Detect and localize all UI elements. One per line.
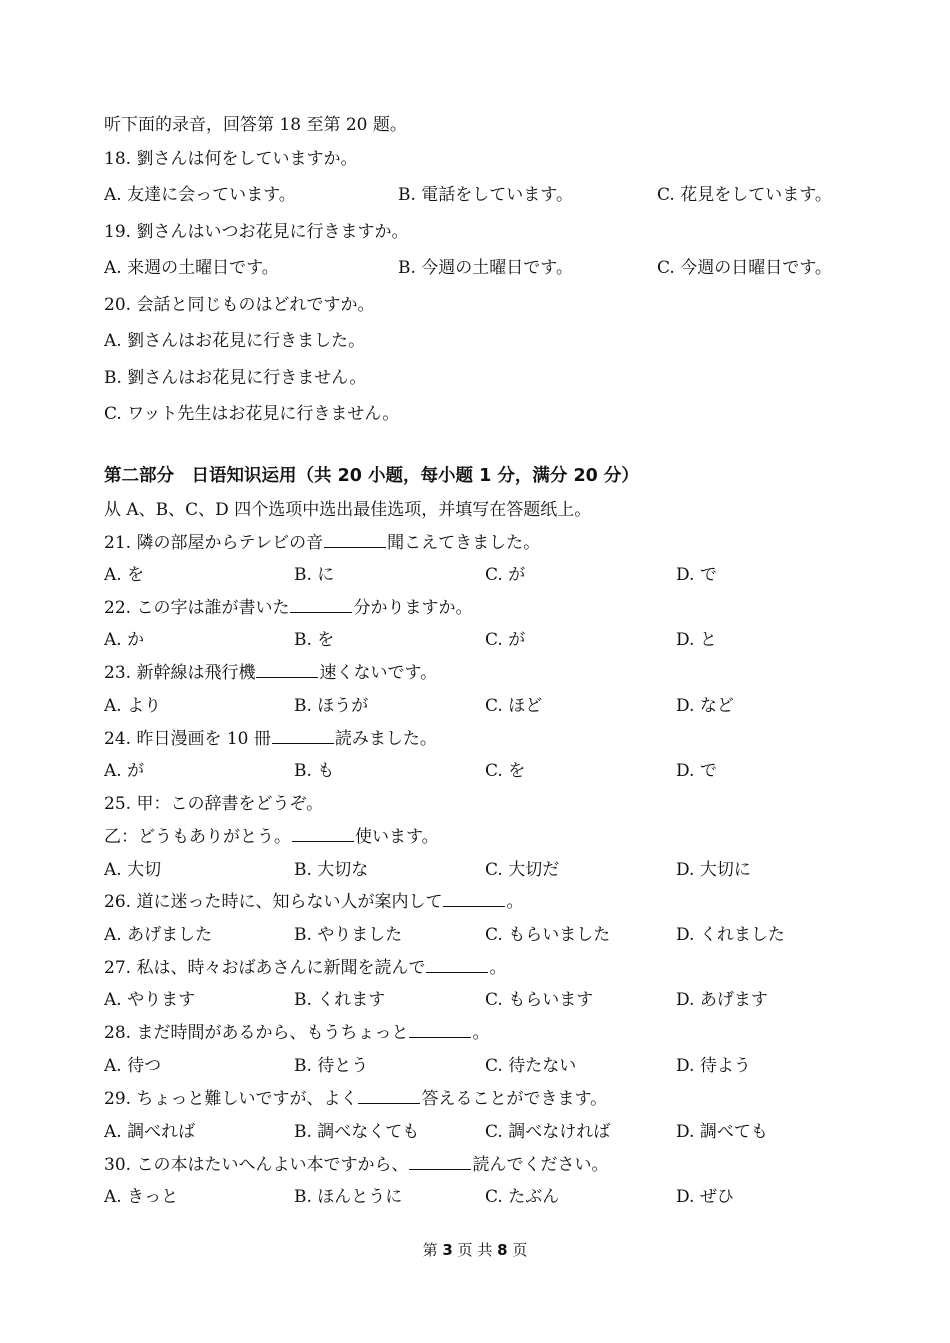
question-20: 20. 会話と同じものはどれですか。	[104, 295, 375, 315]
q21-stem-pre: 21. 隣の部屋からテレビの音	[104, 533, 324, 553]
q28-option-c: C. 待たない	[485, 1056, 577, 1076]
question-26	[104, 888, 523, 916]
q30-option-b: B. ほんとうに	[294, 1187, 403, 1207]
question-24	[104, 725, 437, 753]
q23-option-b: B. ほうが	[294, 696, 369, 716]
q24-option-d: D. で	[676, 761, 717, 781]
question-29	[104, 1085, 607, 1113]
q30-option-d: D. ぜひ	[676, 1187, 734, 1207]
q30-option-a: A. きっと	[104, 1187, 179, 1207]
part2-title: 第二部分 日语知识运用（共 20 小题，每小题 1 分，满分 20 分）	[104, 466, 639, 486]
q29-option-c: C. 調べなければ	[485, 1122, 611, 1142]
answer-blank	[292, 825, 354, 842]
q18-option-c: C. 花見をしています。	[657, 185, 832, 205]
q25-stem-post: 使います。	[355, 827, 439, 847]
question-22	[104, 594, 472, 622]
answer-blank	[256, 661, 318, 678]
q25-option-d: D. 大切に	[676, 860, 751, 880]
q18-option-a: A. 友達に会っています。	[104, 185, 296, 205]
q27-option-a: A. やります	[104, 990, 196, 1010]
q28-option-b: B. 待とう	[294, 1056, 369, 1076]
q29-option-a: A. 調べれば	[104, 1122, 196, 1142]
q21-option-b: B. に	[294, 565, 335, 585]
q29-stem-pre: 29. ちょっと難しいですが、よく	[104, 1089, 358, 1109]
q22-stem-post: 分かりますか。	[353, 598, 473, 618]
q26-option-c: C. もらいました	[485, 925, 611, 945]
q21-option-a: A. を	[104, 565, 145, 585]
q29-stem-post: 答えることができます。	[421, 1089, 608, 1109]
q22-option-c: C. が	[485, 630, 526, 650]
q22-option-a: A. か	[104, 630, 145, 650]
q26-option-b: B. やりました	[294, 925, 403, 945]
q28-stem-pre: 28. まだ時間があるから、もうちょっと	[104, 1023, 409, 1043]
q30-stem-post: 読んでください。	[472, 1155, 609, 1175]
question-19: 19. 劉さんはいつお花見に行きますか。	[104, 222, 409, 242]
q29-option-b: B. 調べなくても	[294, 1122, 420, 1142]
q24-option-a: A. が	[104, 761, 145, 781]
q26-option-a: A. あげました	[104, 925, 213, 945]
page-footer	[0, 1238, 950, 1262]
q23-stem-post: 速くないです。	[319, 663, 438, 683]
q19-option-c: C. 今週の日曜日です。	[657, 258, 832, 278]
q21-option-c: C. が	[485, 565, 526, 585]
q27-option-c: C. もらいます	[485, 990, 594, 1010]
q25-stem-pre: 乙：どうもありがとう。	[104, 827, 291, 847]
answer-blank	[290, 596, 352, 613]
q22-stem-pre: 22. この字は誰が書いた	[104, 598, 290, 618]
answer-blank	[409, 1153, 471, 1170]
q21-stem-post: 聞こえてきました。	[387, 533, 541, 553]
q25-option-c: C. 大切だ	[485, 860, 560, 880]
q30-option-c: C. たぶん	[485, 1187, 560, 1207]
q22-option-d: D. と	[676, 630, 717, 650]
q18-option-b: B. 電話をしています。	[398, 185, 573, 205]
part2-instruction: 从 A、B、C、D 四个选项中选出最佳选项，并填写在答题纸上。	[104, 500, 592, 520]
answer-blank	[358, 1087, 420, 1104]
q23-option-c: C. ほど	[485, 696, 543, 716]
answer-blank	[272, 727, 334, 744]
listening-instruction: 听下面的录音，回答第 18 至第 20 题。	[104, 115, 407, 135]
q24-option-b: B. も	[294, 761, 335, 781]
question-27	[104, 954, 506, 982]
question-28	[104, 1019, 489, 1047]
q24-option-c: C. を	[485, 761, 526, 781]
q21-option-d: D. で	[676, 565, 717, 585]
q24-stem-pre: 24. 昨日漫画を 10 冊	[104, 729, 271, 749]
q28-option-d: D. 待よう	[676, 1056, 751, 1076]
footer-post: 页	[512, 1241, 528, 1259]
q20-option-c: C. ワット先生はお花見に行きません。	[104, 404, 400, 424]
q19-option-b: B. 今週の土曜日です。	[398, 258, 573, 278]
question-18: 18. 劉さんは何をしていますか。	[104, 149, 358, 169]
q26-option-d: D. くれました	[676, 925, 785, 945]
answer-blank	[426, 956, 488, 973]
q27-stem-pre: 27. 私は、時々おばあさんに新聞を読んで	[104, 958, 426, 978]
footer-mid: 页 共	[457, 1241, 493, 1259]
q25-option-b: B. 大切な	[294, 860, 369, 880]
q25-option-a: A. 大切	[104, 860, 162, 880]
current-page-number: 3	[442, 1241, 453, 1259]
q20-option-a: A. 劉さんはお花見に行きました。	[104, 331, 366, 351]
question-25-line2	[104, 823, 439, 851]
answer-blank	[443, 890, 505, 907]
footer-pre: 第	[422, 1241, 438, 1259]
q27-option-d: D. あげます	[676, 990, 768, 1010]
q22-option-b: B. を	[294, 630, 335, 650]
question-23	[104, 659, 437, 687]
q23-option-a: A. より	[104, 696, 162, 716]
q28-stem-post: 。	[472, 1023, 490, 1043]
q20-option-b: B. 劉さんはお花見に行きません。	[104, 368, 367, 388]
answer-blank	[409, 1021, 471, 1038]
q23-stem-pre: 23. 新幹線は飛行機	[104, 663, 256, 683]
q26-stem-pre: 26. 道に迷った時に、知らない人が案内して	[104, 892, 443, 912]
q28-option-a: A. 待つ	[104, 1056, 162, 1076]
total-page-number: 8	[497, 1241, 508, 1259]
question-30	[104, 1151, 608, 1179]
question-21	[104, 529, 540, 557]
q29-option-d: D. 調べても	[676, 1122, 768, 1142]
q26-stem-post: 。	[506, 892, 524, 912]
question-25-line1: 25. 甲：この辞書をどうぞ。	[104, 794, 324, 814]
q30-stem-pre: 30. この本はたいへんよい本ですから、	[104, 1155, 409, 1175]
q27-option-b: B. くれます	[294, 990, 386, 1010]
q27-stem-post: 。	[489, 958, 507, 978]
q24-stem-post: 読みました。	[334, 729, 437, 749]
q19-option-a: A. 来週の土曜日です。	[104, 258, 279, 278]
answer-blank	[324, 531, 386, 548]
q23-option-d: D. など	[676, 696, 734, 716]
